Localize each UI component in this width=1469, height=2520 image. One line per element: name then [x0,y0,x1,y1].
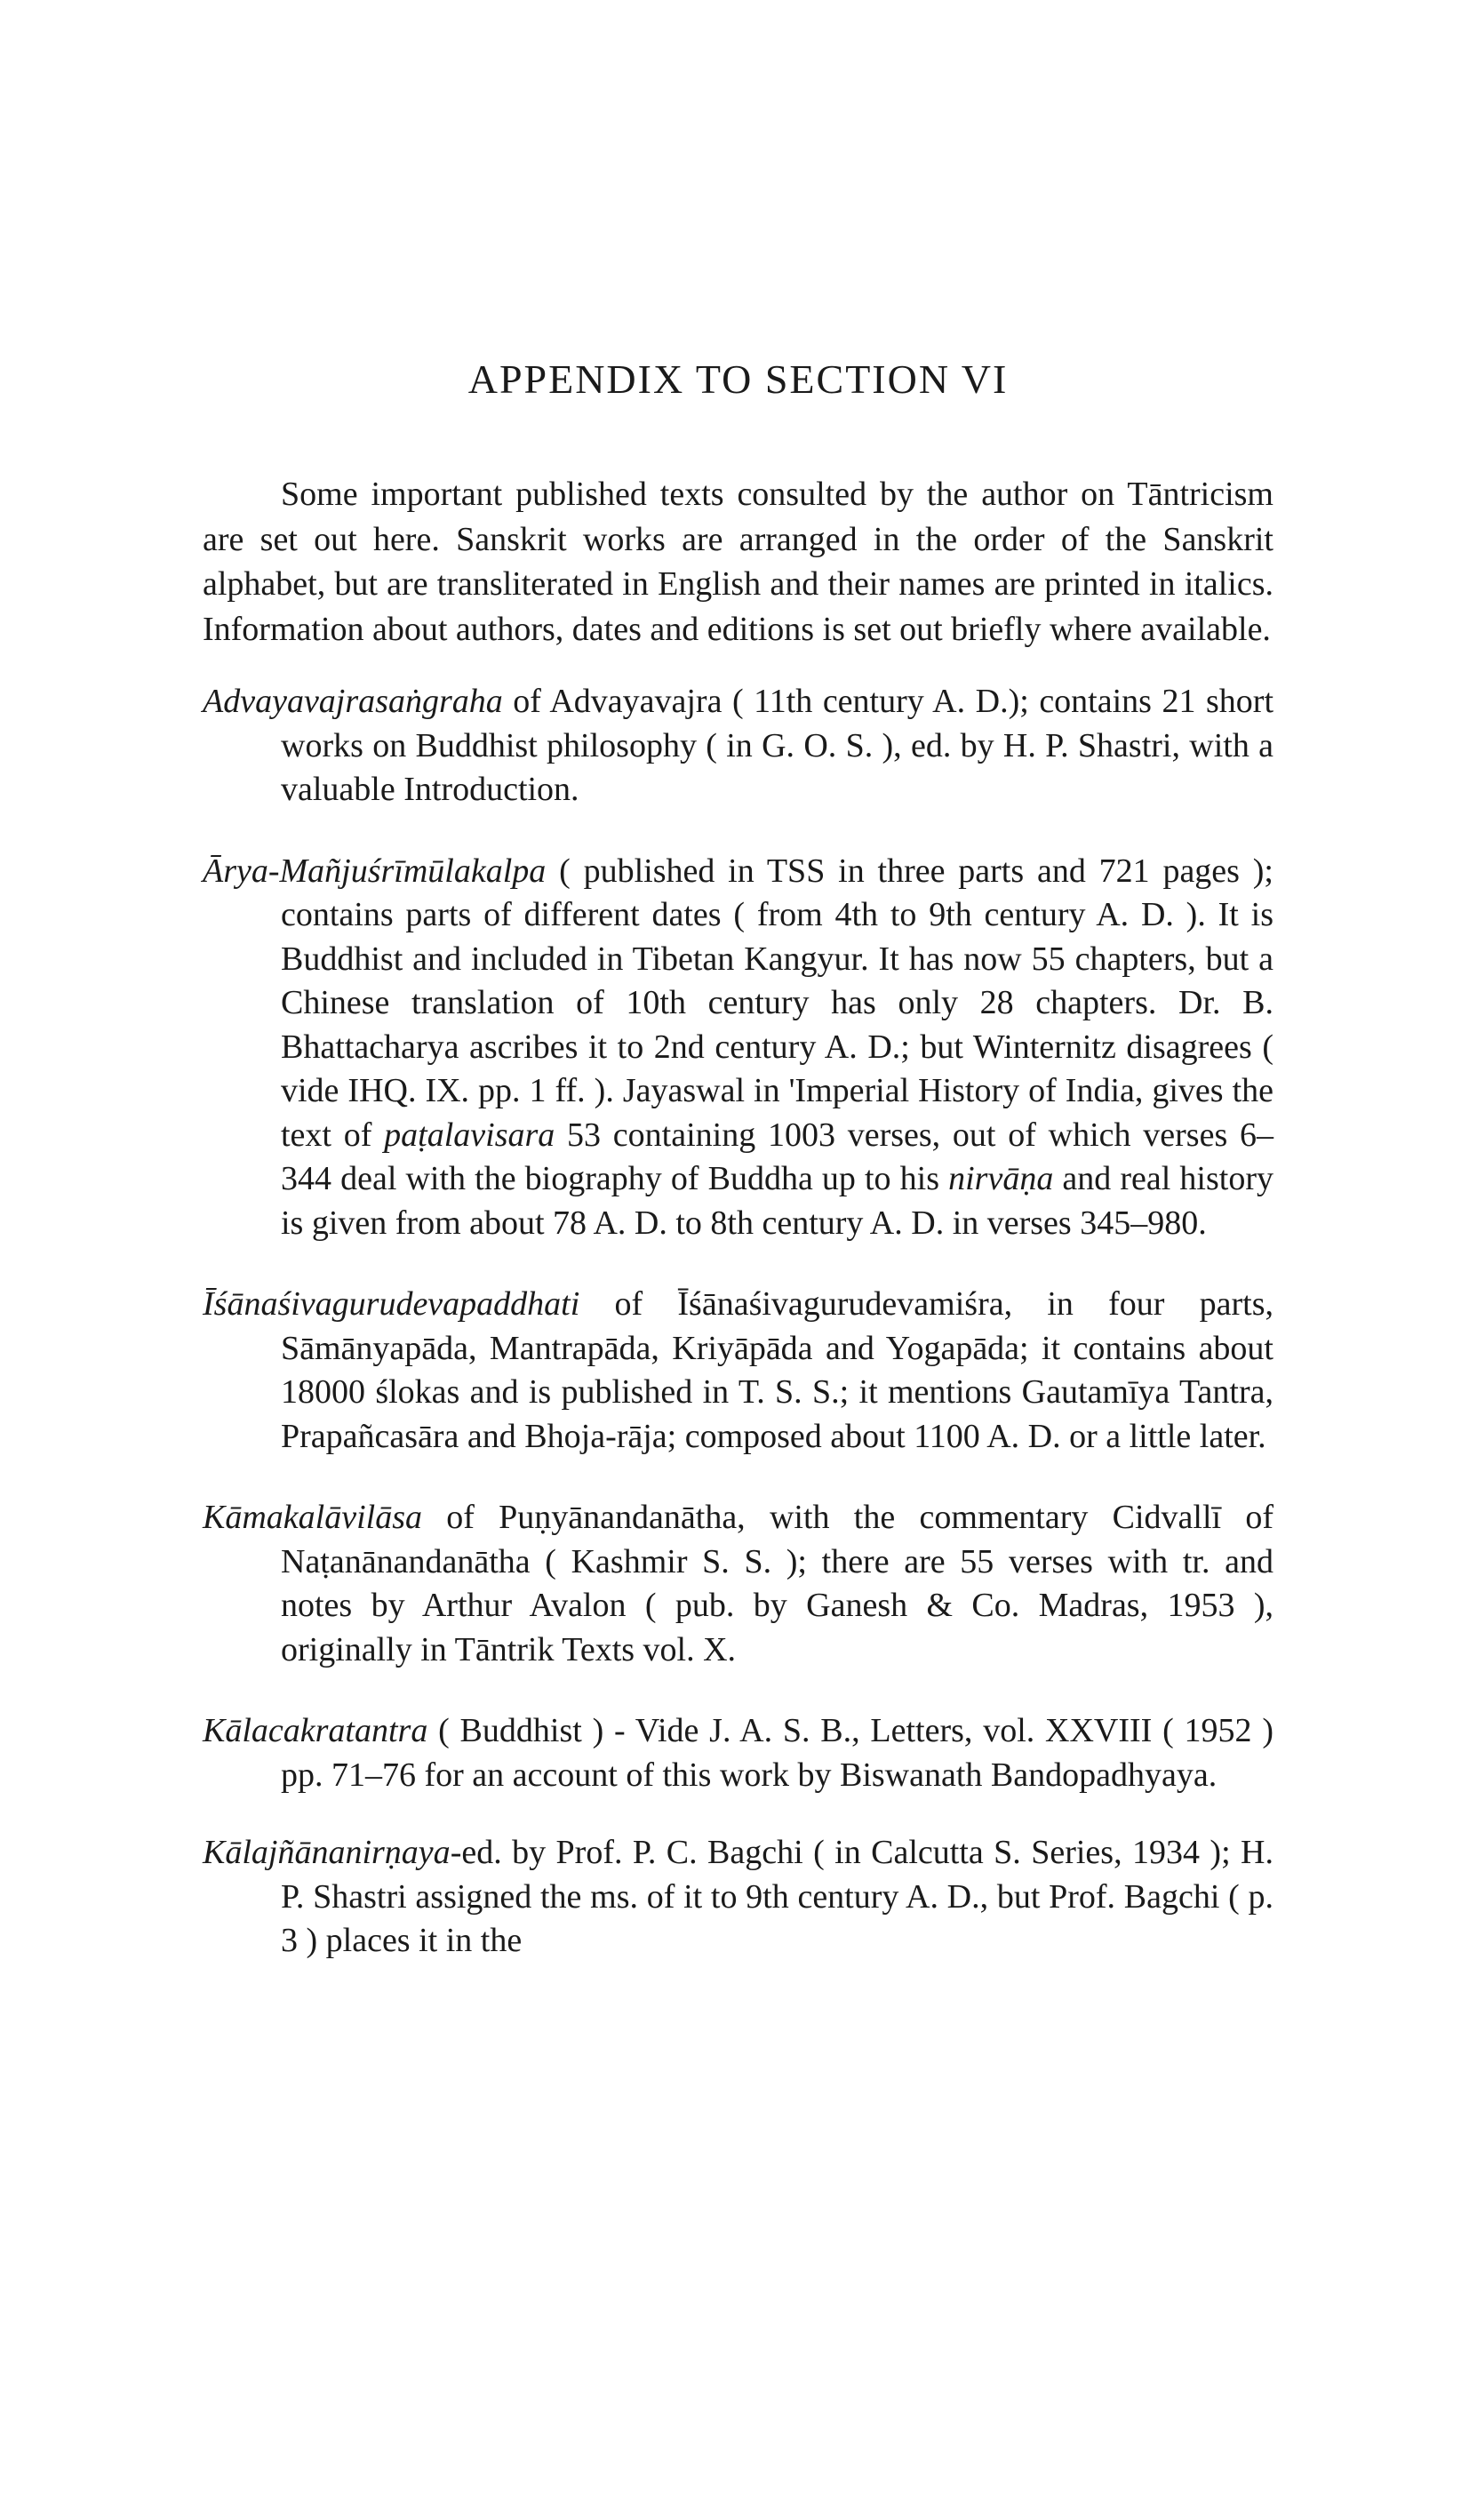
entry-title: Kālajñānanirṇaya [203,1834,451,1871]
entry-text: of Puṇyānandanātha, with the commentary Cidvallī of Naṭanānandanātha ( Kashmir S. S. ); there are 55 verses with tr. and notes by Arthur Avalon ( pub. by Ganesh & Co. Madras, 1953 ), originally in Tāntrik Texts vol. X. [281,1499,1273,1668]
page-title: APPENDIX TO SECTION VI [467,356,1009,402]
intro-paragraph: Some important published texts consulted by the author on Tāntricism are set out here. Sanskrit works are arranged in the order of the Sanskrit alphabet, but are transliterated in English and their names are printed in italics. Information about authors, dates and editions is set out briefly where available. [203,476,1273,648]
entry-text: and real history is given from about 78 A. D. to 8th century A. D. in verses 345–980. [281,1160,1273,1242]
entry-isanasivagurudevapaddhati [203,1283,1273,1459]
entry-text: -ed. by Prof. P. C. Bagchi ( in Calcutta S. Series, 1934 ); H. P. Shastri assigned the ms. of it to 9th century A. D., but Prof. Bagchi ( p. 3 ) places it in the [281,1834,1273,1959]
entry-italic-term: paṭalavisara [384,1116,555,1154]
entry-text: 53 containing 1003 verses, out of which verses 6–344 deal with the biography of Buddha up to his [281,1116,1273,1197]
entry-title: Īśānaśivagurudevapaddhati [203,1285,580,1323]
entry-text: ( published in TSS in three parts and 721 pages ); contains parts of different dates ( from 4th to 9th century A. D. ). It is Buddhist and included in Tibetan Kangyur. It has now 55 chapters, but a Chinese translation of 10th century has only 28 chapters. Dr. B. Bhattacharya ascribes it to 2nd century A. D.; but Winternitz disagrees ( vide IHQ. IX. pp. 1 ff. ). Jayaswal in 'Imperial History of India, gives the text of [281,852,1273,1154]
entry-title: Ārya-Mañjuśrīmūlakalpa [203,852,547,890]
entry-advayavajrasangraha [203,680,1273,812]
page [203,356,1273,2001]
entry-kamakalavilasa [203,1496,1273,1672]
entry-title: Advayavajrasaṅgraha [203,683,503,720]
entry-text: ( Buddhist ) - Vide J. A. S. B., Letters, vol. XXVIII ( 1952 ) pp. 71–76 for an account of this work by Biswanath Bandopadhyaya. [281,1712,1273,1794]
entry-title: Kāmakalāvilāsa [203,1499,422,1536]
entry-italic-term: nirvāṇa [948,1160,1054,1197]
entry-text: of Advayavajra ( 11th century A. D.); contains 21 short works on Buddhist philosophy ( in G. O. S. ), ed. by H. P. Shastri, with a valuable Introduction. [281,683,1273,808]
entry-kalacakratantra [203,1709,1273,1797]
entry-text: of Īśānaśivagurudevamiśra, in four parts, Sāmānyapāda, Mantrapāda, Kriyāpāda and Yogapāda; it contains about 18000 ślokas and is published in T. S. S.; it mentions Gautamīya Tantra, Prapañcasāra and Bhoja-rāja; composed about 1100 A. D. or a little later. [281,1285,1273,1455]
entry-title: Kālacakratantra [203,1712,428,1749]
entry-arya-manjusrimulakalpa [203,850,1273,1246]
entry-kalajnananirnaya [203,1831,1273,1964]
